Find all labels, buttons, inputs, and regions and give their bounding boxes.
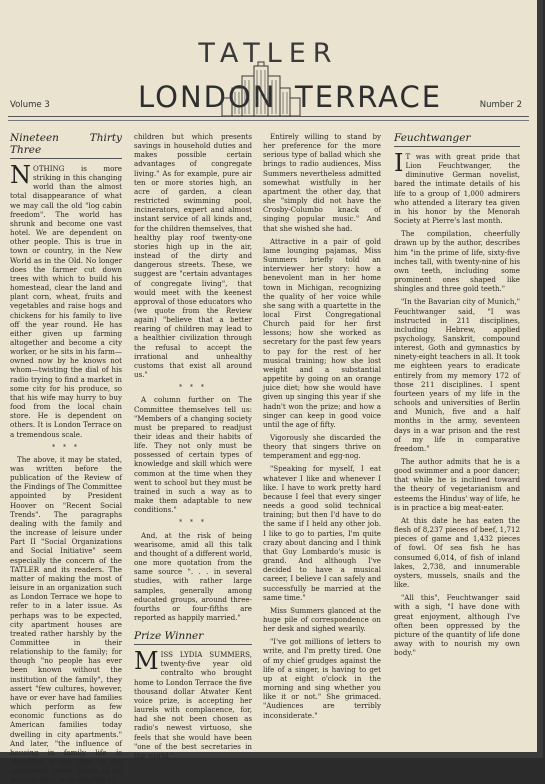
drop-cap: N: [10, 161, 31, 189]
article-paragraph: [10, 161, 122, 439]
article-paragraph: [394, 149, 520, 226]
skyline-illustration: [218, 62, 304, 116]
paragraph-text: T was with great pride that Lion Feuchtwanger, the diminutive German novelist, bared the intimate details of his life to a group of 1,000 admirers who attended a literary tea given in his honor by the Menorah Society at Pierre's last month.: [394, 152, 520, 226]
heading-rule: [10, 158, 122, 159]
section-divider-stars: * * *: [179, 519, 207, 527]
article-paragraph: And, at the risk of being wearisome, amid all this talk and thought of a different world, one more quotation from the same source ". . . in several studies, with rather large samples, generally among educated groups, around three-fourths or four-fifths are reported as happily married.": [134, 530, 252, 622]
column-4: [394, 132, 520, 744]
masthead-title: TATLER: [198, 38, 339, 69]
masthead-right-word: TERRACE: [295, 80, 443, 114]
paragraph-text: ISS LYDIA SUMMERS, twenty-five year old contralto who brought home to London Terrace the five thousand dollar Atwater Kent voice prize, is accepting her laurels with complacence, for, had she not been chosen as radio's newest virtuoso, she feels that she would have been "one of the best secretaries in the world.": [134, 650, 252, 760]
masthead-rule-thin: [8, 120, 529, 121]
masthead: [0, 0, 537, 115]
article-paragraph: Miss Summers glanced at the huge pile of correspondence on her desk and sighed wearily.: [263, 605, 381, 634]
article-paragraph: At this date he has eaten the flesh of 8,237 pieces of beef, 1,712 pieces of game and 1,432 pieces of fowl. Of sea fish he has consumed 6,014, of fish of inland lakes, 2,738, and innumerable oysters, mussels, snails and the like.: [394, 515, 520, 590]
article-paragraph: The compilation, cheerfully drawn up by the author, describes him "in the prime of life, sixty-five inches tall, with twenty-nine of his own teeth, including some prominent ones shaped like shingles and three gold teeth.": [394, 229, 520, 294]
article-paragraph: The author admits that he is a good swimmer and a poor dancer; that while he is inclined toward the theory of vegetarianism and esteems the Hindus' way of life, he is in practice a big meat-eater.: [394, 457, 520, 512]
article-paragraph: "All this", Feuchtwanger said with a sigh, "I have done with great enjoyment, although I've often been oppressed by the picture of the quantity of life done away with to nourish my own body.": [394, 593, 520, 658]
article-heading: Nineteen Thirty Three: [10, 132, 122, 156]
column-2: [134, 132, 252, 760]
drop-cap: M: [134, 647, 159, 676]
article-paragraph: Attractive in a pair of gold lame lounging pajamas, Miss Summers briefly told an interviewer her story: how a benevolent man in her home town in Michigan, recognizing the quality of her voice while she sang with a quartette in the local First Congregational Church paid for her first lessons; how she worked as secretary for the past few years to pay for the rest of her musical training; how she lost weight and a substantial appetite by going on an orange juice diet; how she would have given up singing this year if she hadn't won the prize; and how a singer can keep in good voice until the age of fifty.: [263, 236, 381, 429]
section-divider-stars: * * *: [179, 384, 207, 392]
drop-cap: I: [394, 149, 404, 177]
masthead-left-word: LONDON: [138, 80, 277, 114]
article-paragraph: "In the Bavarian city of Munich," Feuchtwanger said, "I was instructed in 211 disciplines, including Hebrew, applied psychology, Sanskrit, compound interest, Goth and gymnastics by ninety-eight teachers in all. It took me eighteen years to eradicate entirely from my memory 172 of those 211 disciplines. I spent fourteen years of my life in the schools and universities of Berlin and Munich, five and a half months in the army, seventeen days in a war prison and the rest of my life in comparative freedom.": [394, 297, 520, 453]
article-paragraph: children but which presents savings in household duties and makes possible certain advantages of congregate living." As for example, pure air ten or more stories high, an acre of garden, a clean restricted swimming pool, incinerators, expert and almost instant service of all kinds and, for the children themselves, that healthy play roof twenty-one stories high up in the air, instead of the dirty and dangerous streets. These, we suggest are "certain advantages of congregate living", that would meet with the keenest approval of those educators who (we quote from the Review again) "believe that a better rearing of children may lead to a healthier civilization through the refusal to accept the irrational and unhealthy customs that exist all around us.": [134, 132, 252, 380]
article-paragraph: Entirely willing to stand by her preference for the more serious type of ballad which she brings to radio audiences, Miss Summers nevertheless admitted somewhat wistfully in her apartment the other day, that she "simply did not have the Crosby-Columbo knack of singing popular music." And that she wished she had.: [263, 132, 381, 233]
article-heading: Feuchtwanger: [394, 132, 471, 144]
paragraph-text: OTHING is more striking in this changing world than the almost total disappearance of what we may call the old "log cabin freedom". The world has shrunk and become one vast hotel. We are dependent on other people. This is true in town or country, in the New World as in the Old. No longer does the farmer cut down trees with which to build his homestead, clear the land and plant corn, wheat, fruits and vegetables and raise hogs and chickens for his family to live off the year round. He has either given up farming altogether and become a city worker, or he sits in his farm—owned now by he knows not whom—twisting the dial of his radio trying to find a market in some city for his produce, so that his wife may hurry to buy food from the local chain store. He is dependent on others. It is London Terrace on a tremendous scale.: [10, 164, 122, 439]
column-3: [263, 132, 381, 744]
article-paragraph: "Speaking for myself, I eat whatever I like and whenever I like. I have to work pretty hard because I feel that every singer needs a good solid technical training; but then I'd have to do the same if I held any other job. I like to go to parties, I'm quite crazy about dancing and I think that Guy Lombardo's music is grand. And although I've decided to have a musical career, I believe I can safely and successfully be married at the same time.": [263, 464, 381, 602]
volume-label: Volume 3: [10, 100, 50, 110]
section-divider-stars: * * *: [52, 443, 80, 451]
article-paragraph: The above, it may be stated, was written before the publication of the Review of the Findings of The Committee appointed by President Hoover on "Recent Social Trends". The paragraphs dealing with the family and the increase of leisure under Part II "Social Organizations and Social Initiative" seem especially the concern of the TATLER and its readers. The matter of making the most of leisure in an organization such as London Terrace we hope to refer to in a later issue. As perhaps was to be expected, city apartment houses are treated rather harshly by the Committee in their relationship to the family; for though "no people has ever been known without the institution of the family", they assert "few cultures, however, have or ever have had families which perform as few economic functions as do American families today dwelling in city apartments." And later, "the influence of housing in family life is observed in the case of the apartment house which in its present form is ill-adapted to: [10, 454, 122, 784]
article-paragraph: A column further on The Committee themselves tell us: "Members of a changing society must be prepared to readjust their ideas and their habits of life. They not only must be possessed of certain types of knowledge and skill which were common at the time when they went to school but they must be trained in such a way as to make them adaptable to new conditions.": [134, 395, 252, 515]
heading-rule: [134, 644, 252, 645]
heading-rule: [394, 146, 520, 147]
issue-number-label: Number 2: [479, 100, 522, 110]
article-paragraph: Vigorously she discarded the theory that singers thrive on temperament and egg-nog.: [263, 433, 381, 461]
article-heading: Prize Winner: [134, 630, 204, 643]
article-paragraph: [134, 647, 252, 760]
article-paragraph: "I've got millions of letters to write, and I'm pretty tired. One of my chief grudges against the life of a singer, is having to get up at eight o'clock in the morning and sing whether you like it or not." She grimaced. "Audiences are terribly inconsiderate.": [263, 637, 381, 720]
column-1: [10, 132, 122, 784]
masthead-rule: [8, 116, 529, 117]
